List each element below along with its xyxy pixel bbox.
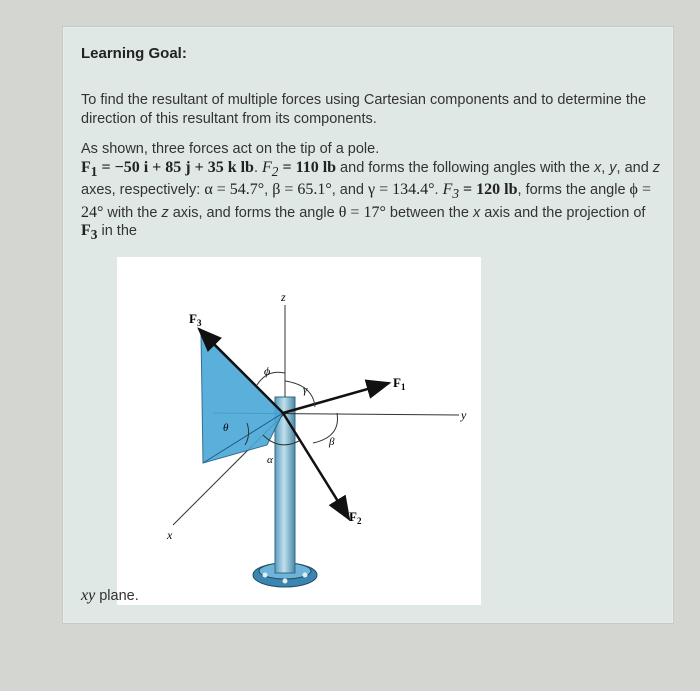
problem-statement: As shown, three forces act on the tip of a pole. $F_1 = -50$ i + 85 j + 35 k lb. $F_2 = 110$ lb and forms the following angles with the x, y, and z axes, respectively: α = 54.7°, β = 65.1°, and γ = 134.4°. $F_3 = 120$ lb, forms the angle ϕ = 24° with the z axis, and forms the angle θ = 17° between the x axis and the projection of $F_3$ in the bbox=[81, 141, 661, 243]
beta-value: β = 65.1° bbox=[272, 181, 332, 199]
f1-expression: = −50 i + 85 j + 35 k lb bbox=[97, 158, 254, 176]
phi-arc bbox=[257, 372, 285, 385]
f1-symbol: $F_1$ bbox=[81, 158, 98, 179]
force-diagram bbox=[117, 257, 481, 605]
gamma-label: γ bbox=[303, 384, 308, 396]
f2-symbol: $F_2$ bbox=[262, 158, 279, 179]
z-label: z bbox=[281, 290, 286, 304]
f3-label: $F_3$ bbox=[189, 311, 202, 328]
f3-magnitude: = 120 lb bbox=[459, 181, 518, 199]
learning-goal-card bbox=[62, 26, 674, 624]
theta-value: θ = 17° bbox=[338, 203, 386, 221]
f3-bold-symbol: $F_3$ bbox=[81, 222, 98, 243]
intro-text: As shown, three forces act on the tip of a pole. bbox=[81, 141, 380, 157]
x-label: x bbox=[167, 528, 173, 542]
f1-arrow bbox=[283, 383, 389, 413]
f3-symbol: $F_3$ bbox=[442, 181, 460, 202]
phi-label: ϕ bbox=[264, 364, 271, 378]
f2-label: $F_2$ bbox=[349, 509, 362, 526]
f1-label: $F_1$ bbox=[393, 375, 406, 392]
theta-label: θ bbox=[223, 422, 229, 434]
goal-description: To find the resultant of multiple forces using Cartesian components and to determine the direction of this resultant from its components. bbox=[81, 92, 647, 127]
force-diagram-svg bbox=[117, 257, 481, 605]
f3-plane bbox=[201, 333, 283, 463]
xy-plane-caption: xy plane. bbox=[81, 587, 139, 604]
beta-label: β bbox=[329, 436, 335, 448]
gamma-value: γ = 134.4° bbox=[368, 181, 435, 199]
alpha-value: α = 54.7° bbox=[204, 181, 265, 199]
y-label: y bbox=[461, 408, 467, 422]
phi-value: ϕ = 24° bbox=[81, 181, 651, 221]
learning-goal-heading: Learning Goal: bbox=[81, 45, 187, 62]
alpha-label: α bbox=[267, 454, 273, 466]
f2-magnitude: = 110 lb bbox=[278, 158, 337, 176]
